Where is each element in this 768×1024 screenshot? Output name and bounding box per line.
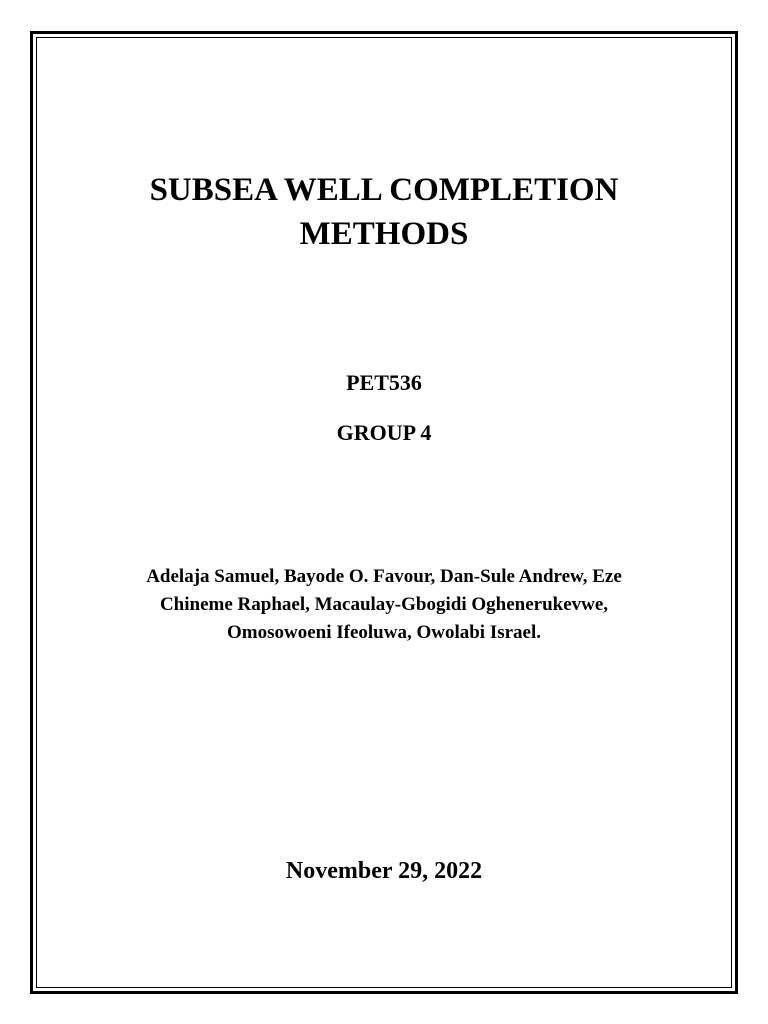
group-label: GROUP 4 (336, 420, 432, 445)
title-line-1: SUBSEA WELL COMPLETION (149, 172, 619, 208)
title-line-2: METHODS (299, 216, 469, 252)
author-line-1: Adelaja Samuel, Bayode O. Favour, Dan-Sule Andrew, Eze (146, 566, 622, 587)
course-code: PET536 (346, 370, 422, 395)
document-date: November 29, 2022 (285, 858, 483, 884)
author-list (90, 563, 678, 647)
document-title (0, 168, 768, 256)
author-line-2: Chineme Raphael, Macaulay-Gbogidi Oghenerukevwe, (159, 594, 609, 615)
author-line-3: Omosowoeni Ifeoluwa, Owolabi Israel. (226, 622, 542, 643)
